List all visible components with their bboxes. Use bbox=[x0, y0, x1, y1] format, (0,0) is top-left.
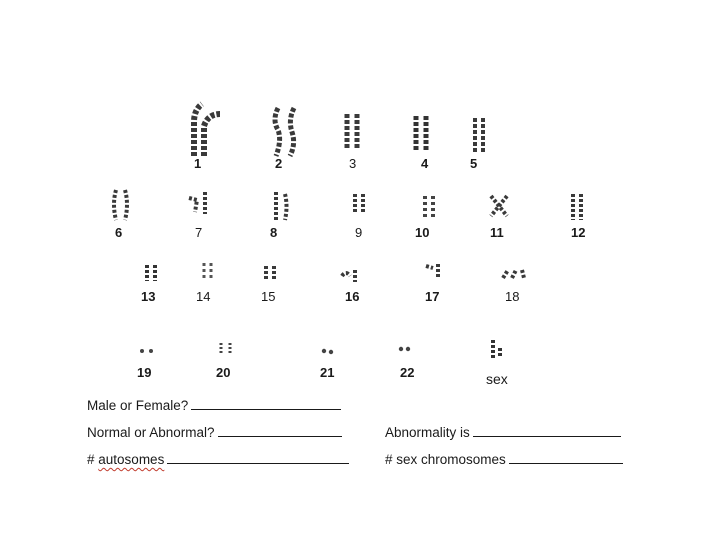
chromosome-pair-17 bbox=[424, 262, 444, 280]
chromosome-pair-18 bbox=[500, 266, 530, 282]
chromosome-label-4: 4 bbox=[421, 156, 429, 171]
chromosome-label-10: 10 bbox=[415, 225, 430, 240]
question-sex-chromosomes-text: # sex chromosomes bbox=[385, 452, 506, 467]
chromosome-pair-4 bbox=[411, 114, 433, 154]
answer-blank-normal[interactable] bbox=[218, 424, 342, 437]
chromosome-label-2: 2 bbox=[275, 156, 283, 171]
chromosome-label-16: 16 bbox=[345, 289, 360, 304]
sex-chromosome-label: sex bbox=[486, 371, 508, 387]
chromosome-label-7: 7 bbox=[195, 225, 203, 240]
chromosome-pair-14 bbox=[199, 261, 217, 281]
question-abnormality bbox=[385, 424, 621, 441]
chromosome-label-5: 5 bbox=[470, 156, 478, 171]
chromosome-pair-19 bbox=[138, 346, 156, 356]
answer-blank-abnormality[interactable] bbox=[473, 424, 621, 437]
chromosome-pair-21 bbox=[320, 346, 336, 356]
question-normal-or-abnormal bbox=[87, 424, 342, 441]
chromosome-pair-12 bbox=[568, 192, 588, 222]
chromosome-pair-7 bbox=[185, 190, 211, 216]
chromosome-label-6: 6 bbox=[115, 225, 123, 240]
chromosome-pair-16 bbox=[340, 266, 362, 284]
chromosome-pair-13 bbox=[142, 263, 162, 283]
chromosome-label-8: 8 bbox=[270, 225, 278, 240]
chromosome-label-22: 22 bbox=[400, 365, 415, 380]
chromosome-pair-22 bbox=[397, 344, 413, 354]
chromosome-pair-8 bbox=[270, 190, 292, 222]
question-male-or-female bbox=[87, 397, 341, 414]
chromosome-label-9: 9 bbox=[355, 225, 363, 240]
question-autosomes bbox=[87, 451, 349, 468]
chromosome-label-3: 3 bbox=[349, 156, 357, 171]
chromosome-label-20: 20 bbox=[216, 365, 231, 380]
question-normal-or-abnormal-text: Normal or Abnormal? bbox=[87, 425, 215, 440]
question-abnormality-text: Abnormality is bbox=[385, 425, 470, 440]
chromosome-pair-1 bbox=[186, 102, 226, 158]
answer-blank-sex-chromosomes[interactable] bbox=[509, 451, 623, 464]
chromosome-label-12: 12 bbox=[571, 225, 586, 240]
chromosome-label-17: 17 bbox=[425, 289, 440, 304]
question-autosomes-prefix: # bbox=[87, 452, 95, 467]
question-male-or-female-text: Male or Female? bbox=[87, 398, 189, 413]
chromosome-label-13: 13 bbox=[141, 289, 156, 304]
question-sex-chromosomes bbox=[385, 451, 623, 468]
chromosome-pair-2 bbox=[268, 106, 300, 158]
chromosome-label-18: 18 bbox=[505, 289, 520, 304]
chromosome-pair-5 bbox=[470, 116, 490, 154]
chromosome-pair-11 bbox=[487, 194, 511, 218]
chromosome-pair-3 bbox=[341, 112, 365, 150]
chromosome-label-14: 14 bbox=[196, 289, 211, 304]
sex-chromosome-pair bbox=[488, 338, 504, 360]
chromosome-pair-20 bbox=[217, 342, 235, 354]
question-autosomes-word: autosomes bbox=[98, 452, 165, 467]
chromosome-label-21: 21 bbox=[320, 365, 335, 380]
chromosome-label-11: 11 bbox=[490, 225, 504, 240]
chromosome-pair-9 bbox=[350, 192, 370, 214]
chromosome-pair-6 bbox=[110, 188, 132, 222]
chromosome-pair-10 bbox=[420, 194, 440, 220]
answer-blank-sex[interactable] bbox=[191, 397, 341, 410]
chromosome-label-19: 19 bbox=[137, 365, 152, 380]
chromosome-pair-15 bbox=[261, 264, 281, 282]
answer-blank-autosomes[interactable] bbox=[167, 451, 349, 464]
chromosome-label-15: 15 bbox=[261, 289, 276, 304]
chromosome-label-1: 1 bbox=[194, 156, 202, 171]
